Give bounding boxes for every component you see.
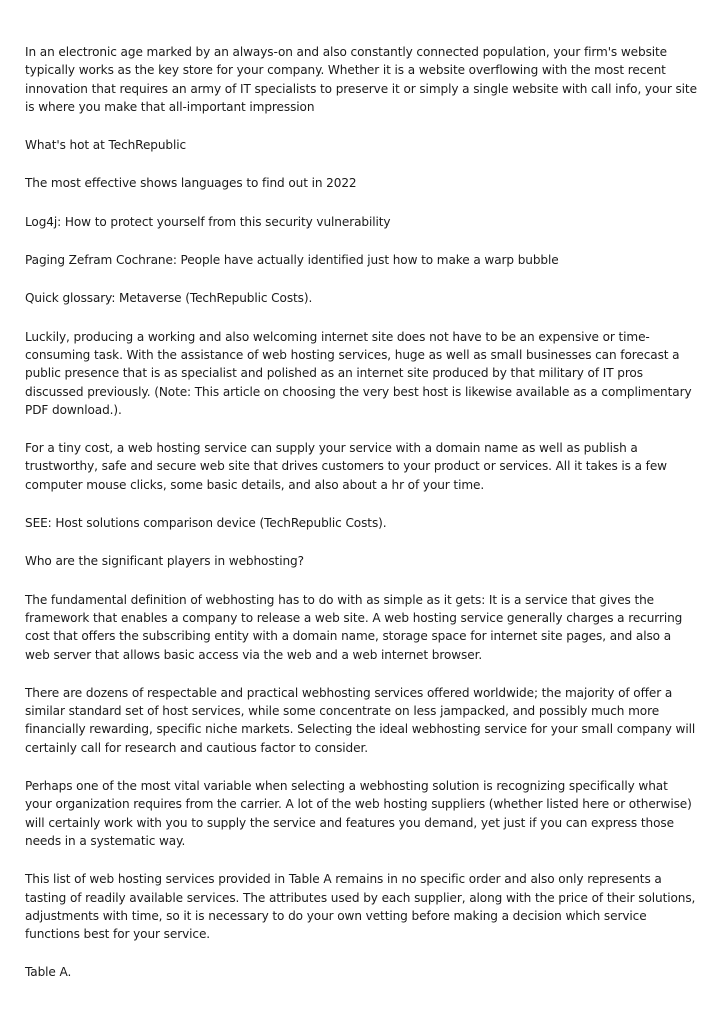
body-paragraph: For a tiny cost, a web hosting service can supply your service with a domain name as well as publish a trustworthy, safe and secure web site that drives customers to your product or services. All it takes is a few computer mouse clicks, some basic details, and also about a hr of your time. [25, 441, 667, 492]
headline-item: The most effective shows languages to find out in 2022 [25, 176, 357, 191]
body-paragraph: The fundamental definition of webhosting has to do with as simple as it gets: It is a service that gives the framework that enables a company to release a web site. A web hosting service generally charges a recurring cost that offers the subscribing entity with a domain name, storage space for internet site pages, and also a web server that allows basic access via the web and a web internet browser. [25, 592, 683, 662]
subheading: Who are the significant players in webhosting? [25, 554, 304, 569]
body-paragraph: Perhaps one of the most vital variable when selecting a webhosting solution is recognizing specifically what your organization requires from the carrier. A lot of the web hosting suppliers (whether listed here or otherwise) will certainly work with you to supply the service and features you demand, yet just if you can express those needs in a systematic way. [25, 779, 692, 848]
body-paragraph: There are dozens of respectable and practical webhosting services offered worldwide; the majority of offer a similar standard set of host services, while some concentrate on less jampacked, and possibly much more financially rewarding, specific niche markets. Selecting the ideal webhosting service for your small company will certainly call for research and cautious factor to consider. [25, 685, 696, 755]
see-also-line: SEE: Host solutions comparison device (TechRepublic Costs). [25, 516, 387, 531]
headline-item: Paging Zefram Cochrane: People have actually identified just how to make a warp bubble [25, 253, 559, 268]
article-body [25, 43, 697, 982]
headline-item: Log4j: How to protect yourself from this security vulnerability [25, 214, 391, 229]
headline-item: Quick glossary: Metaverse (TechRepublic Costs). [25, 291, 313, 306]
body-paragraph: This list of web hosting services provided in Table A remains in no specific order and also only represents a tasting of readily available services. The attributes used by each supplier, along with the price of their solutions, adjustments with time, so it is necessary to do your own vetting before making a decision which service functions best for your service. [25, 872, 696, 942]
section-heading-whats-hot: What's hot at TechRepublic [25, 138, 187, 153]
body-paragraph: Luckily, producing a working and also welcoming internet site does not have to be an expensive or time-consuming task. With the assistance of web hosting services, huge as well as small businesses can forecast a public presence that is as specialist and polished as an internet site produced by that military of IT pros discussed previously. (Note: This article on choosing the very best host is likewise available as a complimentary PDF download.). [25, 329, 692, 417]
intro-paragraph: In an electronic age marked by an always-on and also constantly connected population, your firm's website typically works as the key store for your company. Whether it is a website overflowing with the most recent innovation that requires an army of IT specialists to preserve it or simply a single website with call info, your site is where you make that all-important impression [25, 45, 697, 114]
table-caption: Table A. [25, 965, 72, 980]
